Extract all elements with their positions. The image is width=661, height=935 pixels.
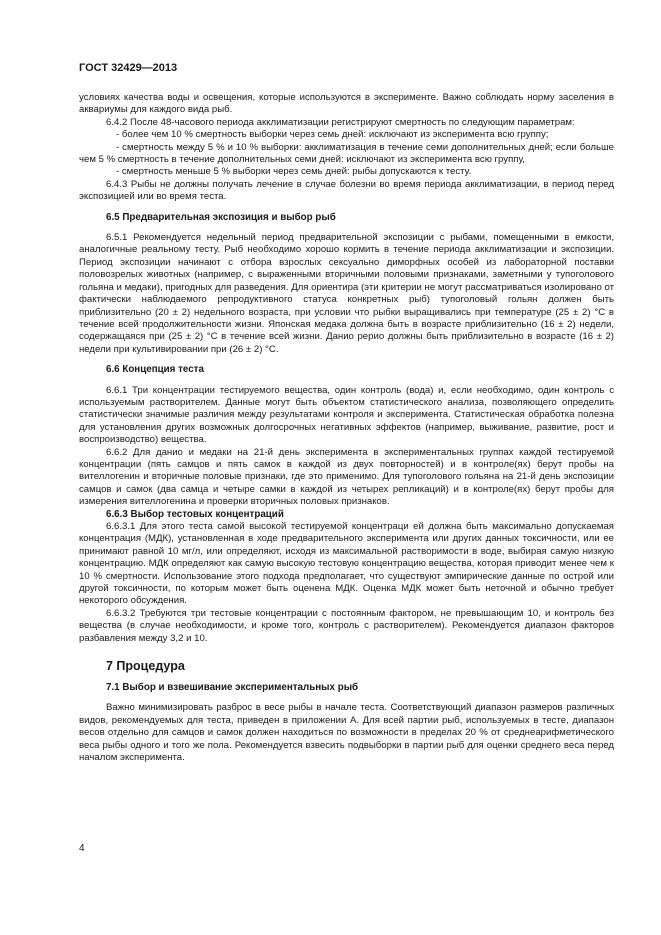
paragraph: 6.6.3.2 Требуются три тестовые концентрации с постоянным фактором, не превышающим 10, и контроль без вещества (в случае необходимости, и кроме того, контроль с растворителем). Рекомендуется диапазон факторов разбавления между 3,2 и 10.: [79, 607, 614, 644]
paragraph: 6.5.1 Рекомендуется недельный период предварительной экспозиции с рыбами, помещенными в емкости, аналогичные реальному тесту. Рыб необходимо хорошо кормить в течение периода акклиматизации и экспозиции. Период экспозиции начинают с отбора взрослых сексуально диморфных особей из лабораторной поставки половозрелых животных (например, с выраженными вторичными половыми признаками, заметными у тупоголового гольяна и медаки), пригодных для разведения. Для ориентира (эти критерии не могут рассматриваться изолировано от фактически наблюдаемого репродуктивного статуса конкретных рыб) тупоголовый гольян должен быть приблизительно (20 ± 2) недельного возраста, при условии что рыбки выращивались при температуре (25 ± 2) °С в течение всей продолжительности жизни. Японская медака должна быть в возрасте приблизительно (16 ± 2) недели, содержащаяся при (25 ± 2) °С в течение всей жизни. Данио рерио должны быть приблизительно в возрасте (16 ± 2) недели при культивировании при (26 ± 2) °С.: [79, 232, 614, 355]
section-heading: 6.5 Предварительная экспозиция и выбор рыб: [106, 211, 336, 223]
paragraph: 6.6.1 Три концентрации тестируемого вещества, один контроль (вода) и, если необходимо, один контроль с используемым растворителем. Данные могут быть объектом статистического анализа, позволяющего определить статистически значимые различия между результатами контроля и эксперимента. Статистическая обработка полезна для установления других возможных долгосрочных негативных эффектов (например, выживание, развитие, рост и воспроизводство) вещества.: [79, 384, 614, 446]
section-heading: 6.6 Концепция теста: [106, 364, 204, 376]
list-item: - смертность между 5 % и 10 % выборки: акклиматизация в течение семи дополнительных дней; если больше чем 5 % смертность в течение дополнительных семи дней: исключают из эксперимента всю группу,: [79, 141, 614, 166]
section-heading: 7.1 Выбор и взвешивание экспериментальных рыб: [106, 682, 359, 694]
paragraph: 6.4.2 После 48-часового периода акклиматизации регистрируют смертность по следующим параметрам:: [106, 116, 575, 128]
paragraph: условиях качества воды и освещения, которые используются в эксперименте. Важно соблюдать норму заселения в аквариумы для каждого вида рыб.: [79, 92, 614, 116]
paragraph: 6.4.3 Рыбы не должны получать лечение в случае болезни во время периода акклиматизации, в период перед экспозицией или во время теста.: [79, 178, 614, 203]
chapter-heading: 7 Процедура: [106, 659, 185, 674]
list-item: - смертность меньше 5 % выборки через семь дней: рыбы допускаются к тесту.: [116, 166, 472, 178]
doc-header: ГОСТ 32429—2013: [79, 62, 178, 74]
paragraph: Важно минимизировать разброс в весе рыбы в начале теста. Соответствующий диапазон размеров различных видов, рекомендуемых для теста, приведен в приложении А. Для всей партии рыб, используемых в тесте, диапазон весов отдельно для самцов и самок должен находиться по возможности в пределах 20 % от среднеарифметического веса рыбы одного и того же пола. Рекомендуется взвесить подвыборки в партии рыб для оценки среднего веса перед началом эксперимента.: [79, 702, 614, 764]
page-number: 4: [79, 843, 85, 854]
paragraph: 6.6.2 Для данио и медаки на 21-й день эксперимента в экспериментальных группах каждой тестируемой концентрации (пять самцов и пять самок в каждой из двух повторностей) и в контроле(ях) берут пробы на вителлогенин и вторичные половые признаки, где это применимо. Для тупоголового гольяна на 21-й день экспозиции самцов и самок (два самца и четыре самки в каждой из четырех репликаций) и в контроле(ях) берут пробы для измерения вителлогенина и проверки вторичных половых признаков.: [79, 446, 614, 508]
subsection-heading: 6.6.3 Выбор тестовых концентраций: [106, 508, 284, 520]
doc-body: [79, 92, 614, 765]
list-item: - более чем 10 % смертность выборки через семь дней: исключают из эксперимента всю группу;: [116, 129, 549, 141]
paragraph: 6.6.3.1 Для этого теста самой высокой тестируемой концентраци ей должна быть максимально допускаемая концентрация (МДК), установленная в ходе предварительного эксперимента или других данных токсичности, или ее принимают равной 10 мг/л, или определяют, исходя из максимальной растворимости в воде, выбирая самую низкую концентрацию. МДК определяют как самую высокую тестовую концентрацию вещества, которая приводит менее чем к 10 % смертности. Использование этого подхода предполагает, что существуют эмпирические данные по острой или другой токсичности, по которым может быть оценена МДК. Оценка МДК может быть неточной и обычно требует некоторого обсуждения.: [79, 521, 614, 607]
